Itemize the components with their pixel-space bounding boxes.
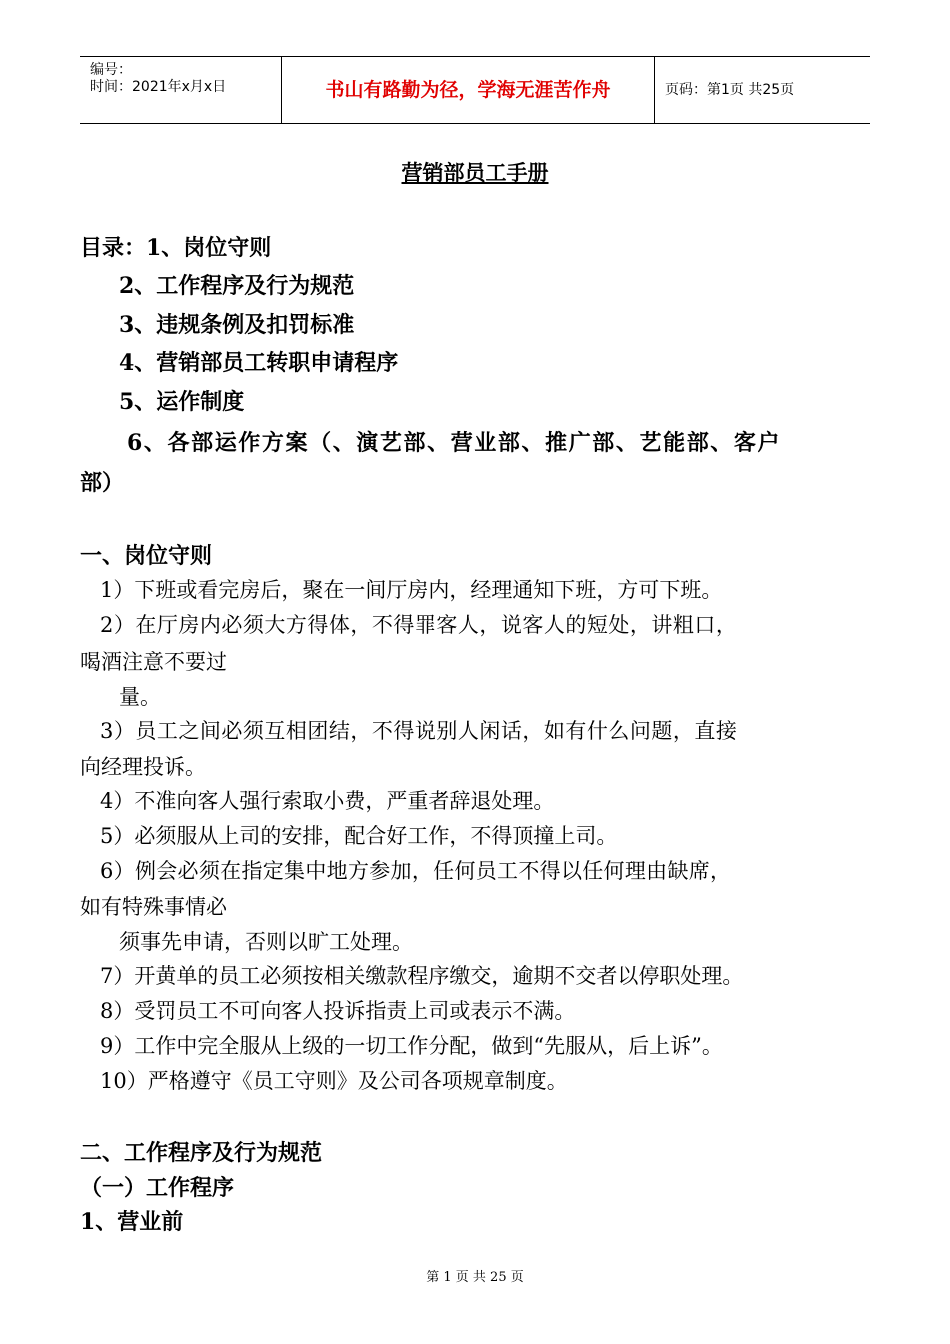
document-time-label: 时间：2021年x月x日: [90, 79, 227, 95]
rule-line: 喝酒注意不要过: [80, 650, 227, 674]
rule-line: 1）下班或看完房后，聚在一间厅房内，经理通知下班，方可下班。: [100, 578, 723, 602]
rule-line: 向经理投诉。: [80, 755, 206, 779]
toc-line: 5、运作制度: [119, 389, 245, 415]
rule-line: 须事先申请，否则以旷工处理。: [119, 930, 413, 954]
toc-line: 6、各部运作方案（、演艺部、营业部、推广部、艺能部、客户: [127, 430, 782, 456]
document-number-label: 编号：: [90, 62, 132, 78]
item-heading: 1、营业前: [80, 1209, 184, 1235]
rule-line: 8）受罚员工不可向客人投诉指责上司或表示不满。: [100, 999, 576, 1023]
toc-line: 目录：1、岗位守则: [80, 235, 272, 261]
toc-line: 2、工作程序及行为规范: [119, 273, 355, 299]
rule-line: 如有特殊事情必: [80, 895, 227, 919]
rule-line: 6）例会必须在指定集中地方参加，任何员工不得以任何理由缺席，: [100, 859, 732, 883]
toc-line: 4、营销部员工转职申请程序: [119, 350, 399, 376]
rule-line: 2）在厅房内必须大方得体，不得罪客人，说客人的短处，讲粗口，: [100, 613, 738, 637]
header-meta-cell: [80, 57, 282, 123]
rule-line: 3）员工之间必须互相团结，不得说别人闲话，如有什么问题，直接: [100, 719, 738, 743]
rule-line: 5）必须服从上司的安排，配合好工作，不得顶撞上司。: [100, 824, 618, 848]
section-heading: 一、岗位守则: [80, 543, 213, 569]
page-footer: 第 1 页 共 25 页: [426, 1270, 524, 1285]
page-title: 营销部员工手册: [401, 161, 549, 185]
rule-line: 4）不准向客人强行索取小费，严重者辞退处理。: [100, 789, 555, 813]
toc-line: 3、违规条例及扣罚标准: [119, 312, 355, 338]
rule-line: 7）开黄单的员工必须按相关缴款程序缴交，逾期不交者以停职处理。: [100, 964, 744, 988]
header-motto: 书山有路勤为径，学海无涯苦作舟: [282, 57, 655, 123]
rule-line: 9）工作中完全服从上级的一切工作分配，做到“先服从，后上诉”。: [100, 1034, 723, 1058]
toc-line: 部）: [80, 470, 125, 496]
header-page-info: 页码：第1页 共25页: [665, 82, 795, 98]
rule-line: 量。: [119, 685, 161, 709]
page-header: [80, 56, 870, 124]
section-heading: 二、工作程序及行为规范: [80, 1140, 323, 1166]
sub-heading: （一）工作程序: [80, 1175, 235, 1201]
rule-line: 10）严格遵守《员工守则》及公司各项规章制度。: [100, 1069, 568, 1093]
